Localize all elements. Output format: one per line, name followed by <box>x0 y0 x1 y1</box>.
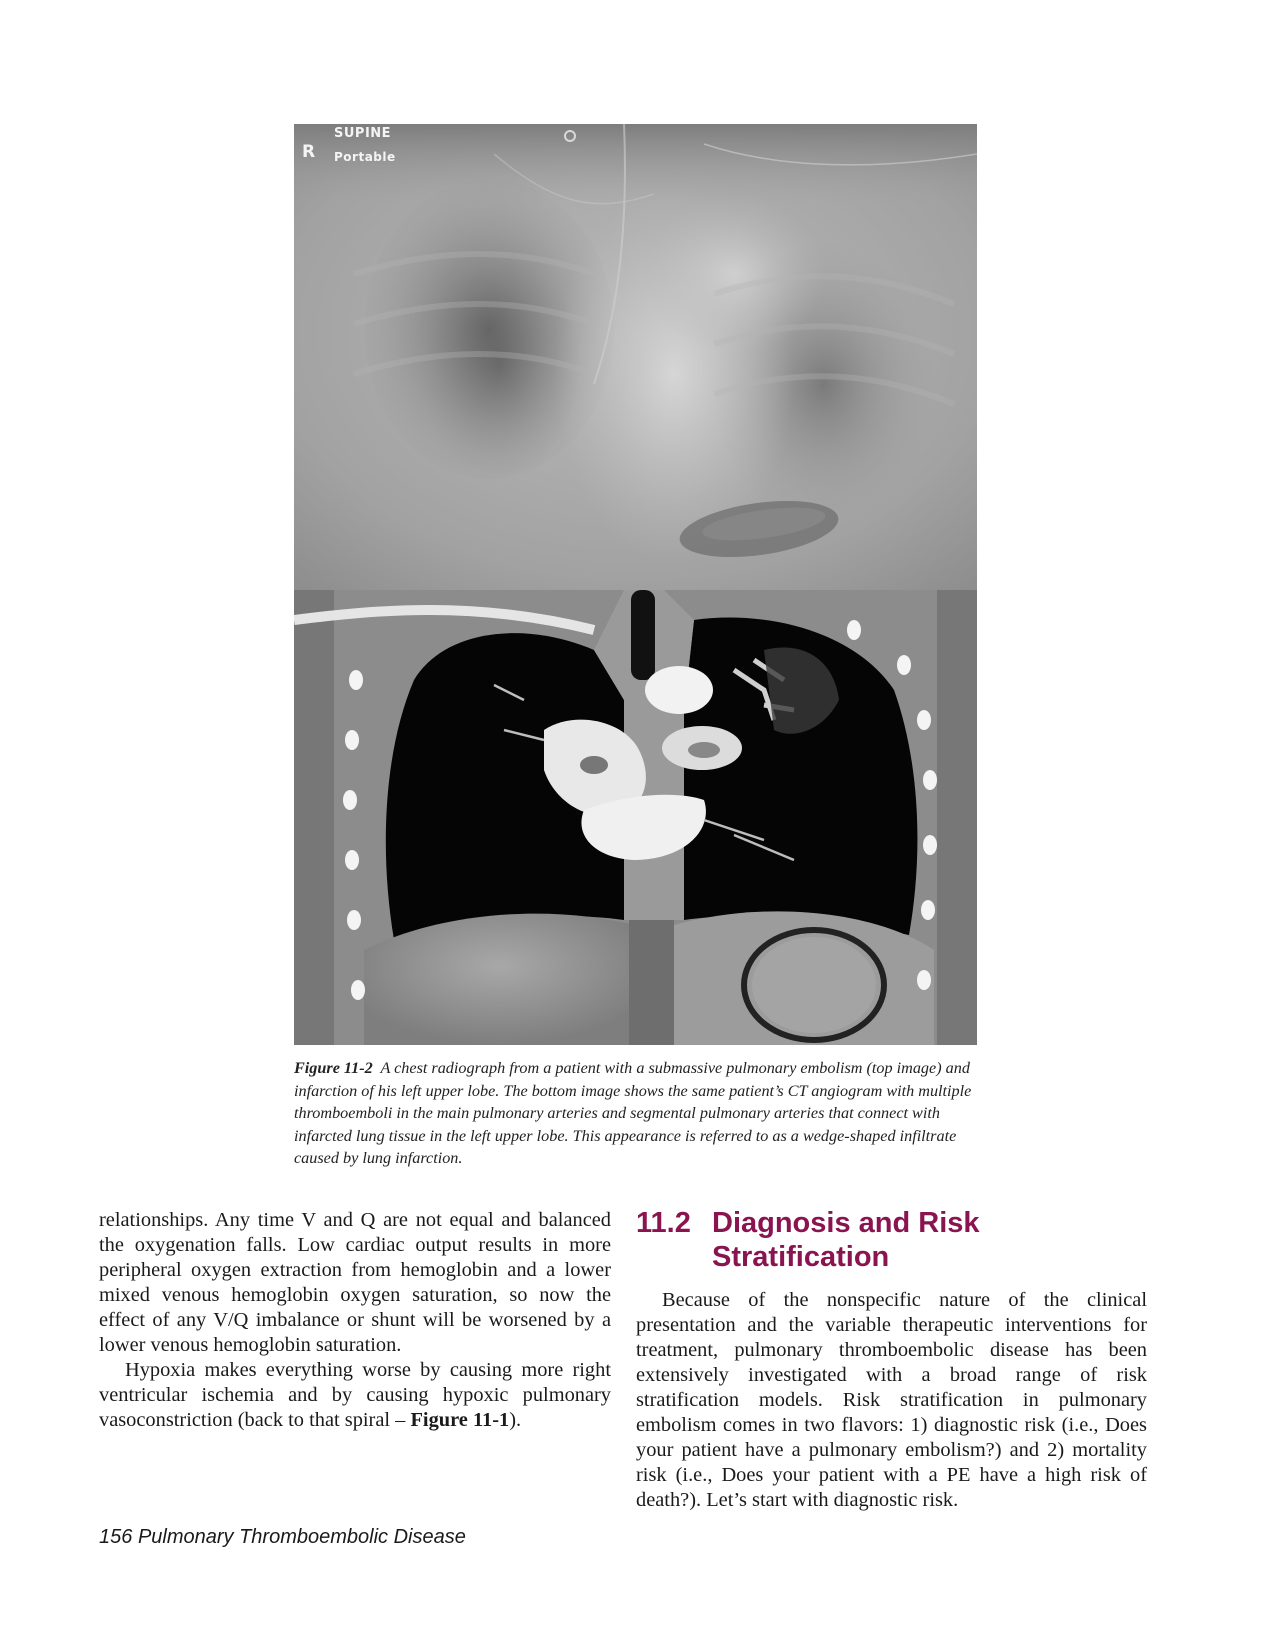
left-paragraph-2-text: Hypoxia makes everything worse by causing more right ventricular ischemia and by causing hypoxic pulmonary vasoconstriction (back to that spiral – <box>99 1359 611 1431</box>
left-paragraph-1: relationships. Any time V and Q are not equal and balanced the oxygenation falls. Low cardiac output results in more peripheral oxygen extraction from hemoglobin and a lower mixed venous hemoglobin oxygen saturation, so now the effect of any V/Q imbalance or shunt will be worsened by a lower venous hemoglobin saturation. <box>99 1209 611 1356</box>
section-number: 11.2 <box>636 1207 691 1239</box>
left-column <box>99 1208 611 1433</box>
figure-11-2 <box>294 124 982 1170</box>
right-column <box>636 1206 1147 1513</box>
page-footer <box>99 1526 466 1549</box>
section-heading <box>636 1206 1147 1274</box>
xray-label-supine: SUPINE <box>334 126 392 141</box>
figure-11-1-ref: Figure 11-1 <box>410 1409 510 1431</box>
xray-label-portable: Portable <box>334 150 396 164</box>
ct-angiogram-drawing <box>294 590 977 1045</box>
xray-label-side: R <box>302 142 316 162</box>
figure-caption-ref: Figure 11-2 <box>294 1059 373 1077</box>
ct-angiogram-image <box>294 590 977 1045</box>
figure-caption-text: A chest radiograph from a patient with a submassive pulmonary embolism (top image) and infarction of his left upper lobe. The bottom image shows the same patient’s CT angiogram with multiple thromboemboli in the main pulmonary arteries and segmental pulmonary arteries that connect with infarcted lung tissue in the left upper lobe. This appearance is referred to as a wedge-shaped infiltrate caused by lung infarction. <box>294 1059 972 1167</box>
chest-radiograph-image <box>294 124 977 590</box>
running-title: Pulmonary Thromboembolic Disease <box>137 1526 466 1548</box>
left-paragraph-2-end: ). <box>509 1409 522 1431</box>
section-title: Diagnosis and Risk Stratification <box>712 1207 980 1273</box>
figure-caption <box>294 1057 980 1170</box>
left-paragraph-2 <box>99 1358 611 1433</box>
right-paragraph-1: Because of the nonspecific nature of the clinical presentation and the variable therapeutic interventions for treatment, pulmonary thromboembolic disease has been extensively investigated with a broad range of risk stratification models. Risk stratification in pulmonary embolism comes in two flavors: 1) diagnostic risk (i.e., Does your patient have a pulmonary embolism?) and 2) mortality risk (i.e., Does your patient with a PE have a high risk of death?). Let’s start with diagnostic risk. <box>636 1289 1147 1511</box>
page-number: 156 <box>99 1526 133 1548</box>
chest-radiograph-drawing <box>294 124 977 590</box>
